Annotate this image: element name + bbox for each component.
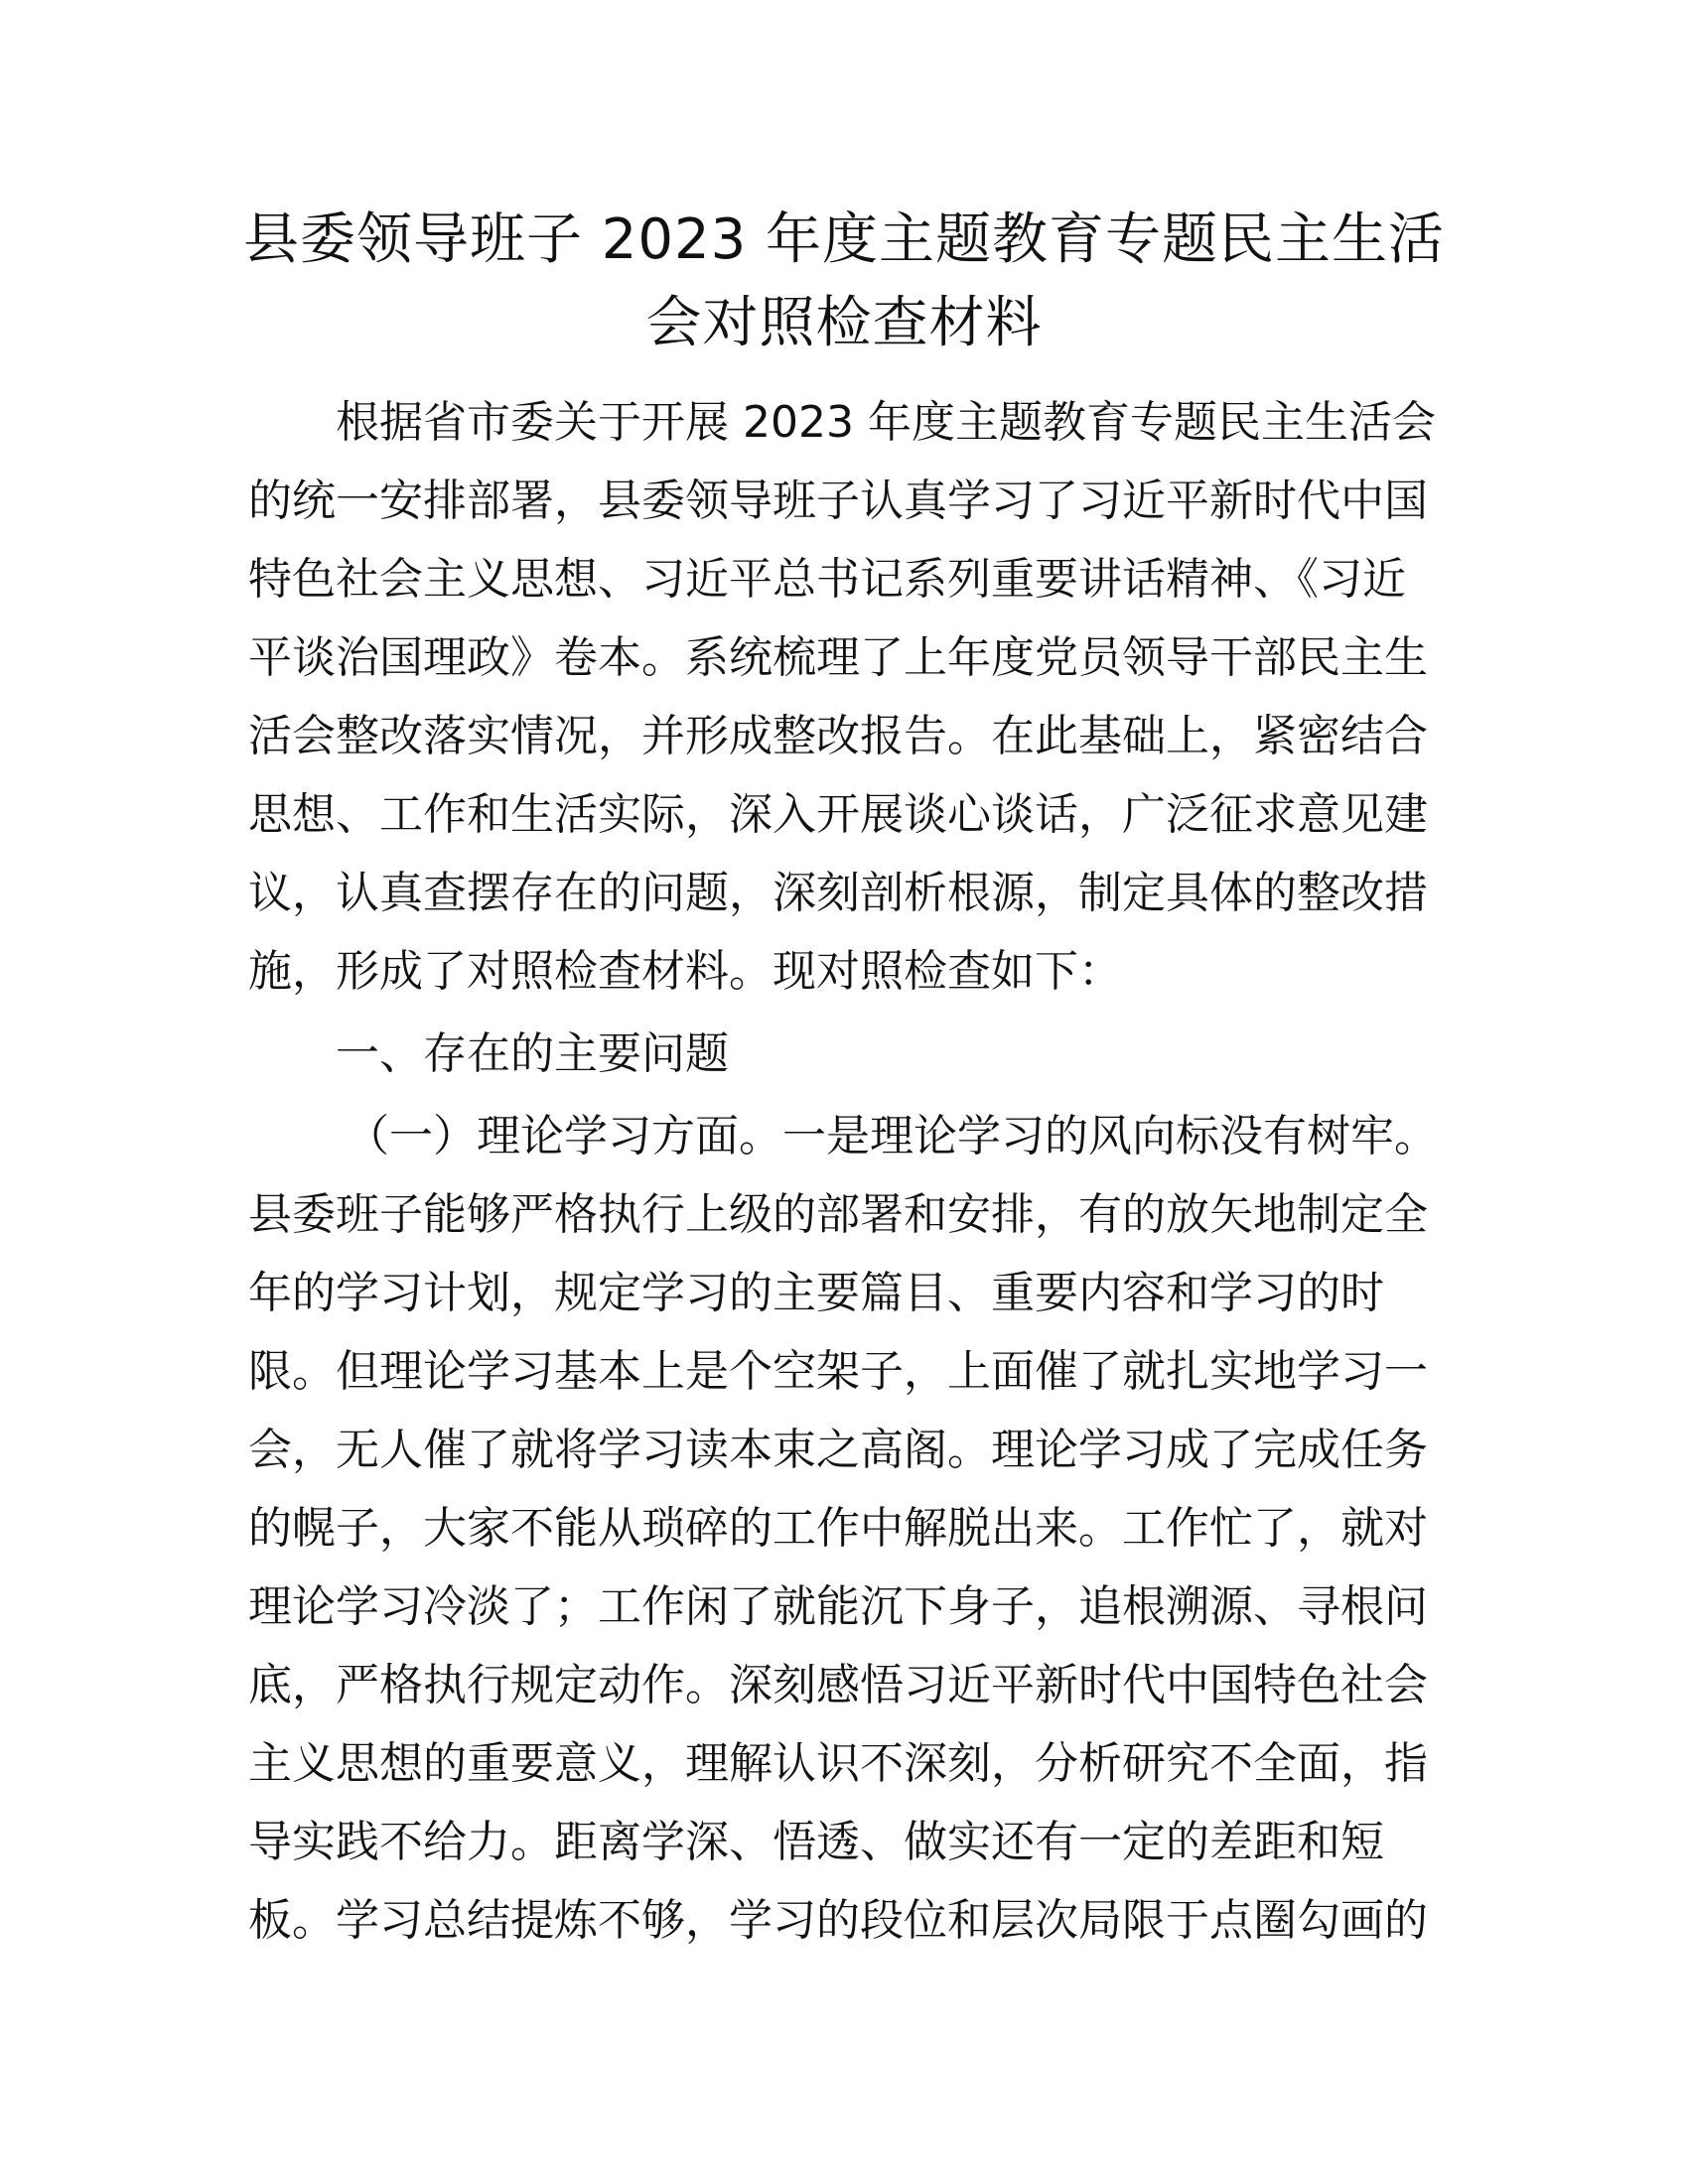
paragraph-line: 导实践不给力。距离学深、悟透、做实还有一定的差距和短 — [248, 1817, 1384, 1867]
paragraph-line: 主义思想的重要意义，理解认识不深刻，分析研究不全面，指 — [248, 1738, 1428, 1789]
title-line: 县委领导班子 2023 年度主题教育专题民主生活 — [242, 207, 1446, 272]
paragraph-line: 思想、工作和生活实际，深入开展谈心谈话，广泛征求意见建 — [248, 789, 1428, 840]
section-heading: 一、存在的主要问题 — [336, 1028, 729, 1079]
paragraph-line: 根据省市委关于开展 2023 年度主题教育专题民主生活会 — [336, 397, 1436, 448]
intro-paragraph — [248, 383, 1440, 1011]
document-title — [238, 199, 1450, 365]
paragraph-line: 理论学习冷淡了；工作闲了就能沉下身子，追根溯源、寻根问 — [248, 1581, 1428, 1632]
paragraph-line: 年的学习计划，规定学习的主要篇目、重要内容和学习的时 — [248, 1268, 1384, 1318]
paragraph-line: 施，形成了对照检查材料。现对照检查如下： — [248, 946, 1122, 997]
paragraph-line: 活会整改落实情况，并形成整改报告。在此基础上，紧密结合 — [248, 711, 1428, 761]
paragraph-line: 议，认真查摆存在的问题，深刻剖析根源，制定具体的整改措 — [248, 868, 1428, 918]
section-paragraph — [248, 1097, 1440, 1960]
paragraph-line: 特色社会主义思想、习近平总书记系列重要讲话精神、《习近 — [248, 554, 1406, 605]
paragraph-line: 的统一安排部署，县委领导班子认真学习了习近平新时代中国 — [248, 476, 1428, 526]
paragraph-line: 板。学习总结提炼不够，学习的段位和层次局限于点圈勾画的 — [248, 1895, 1428, 1946]
title-line: 会对照检查材料 — [645, 291, 1043, 355]
paragraph-line: 底，严格执行规定动作。深刻感悟习近平新时代中国特色社会 — [248, 1660, 1428, 1710]
paragraph-line: 限。但理论学习基本上是个空架子，上面催了就扎实地学习一 — [248, 1346, 1428, 1397]
document-body — [248, 383, 1440, 1960]
paragraph-line: 会，无人催了就将学习读本束之高阁。理论学习成了完成任务 — [248, 1425, 1428, 1475]
paragraph-line: 的幌子，大家不能从琐碎的工作中解脱出来。工作忙了，就对 — [248, 1503, 1428, 1554]
paragraph-line: 县委班子能够严格执行上级的部署和安排，有的放矢地制定全 — [248, 1189, 1428, 1240]
paragraph-line: （一）理论学习方面。一是理论学习的风向标没有树牢。 — [346, 1111, 1438, 1161]
paragraph-line: 平谈治国理政》卷本。系统梳理了上年度党员领导干部民主生 — [248, 632, 1428, 683]
